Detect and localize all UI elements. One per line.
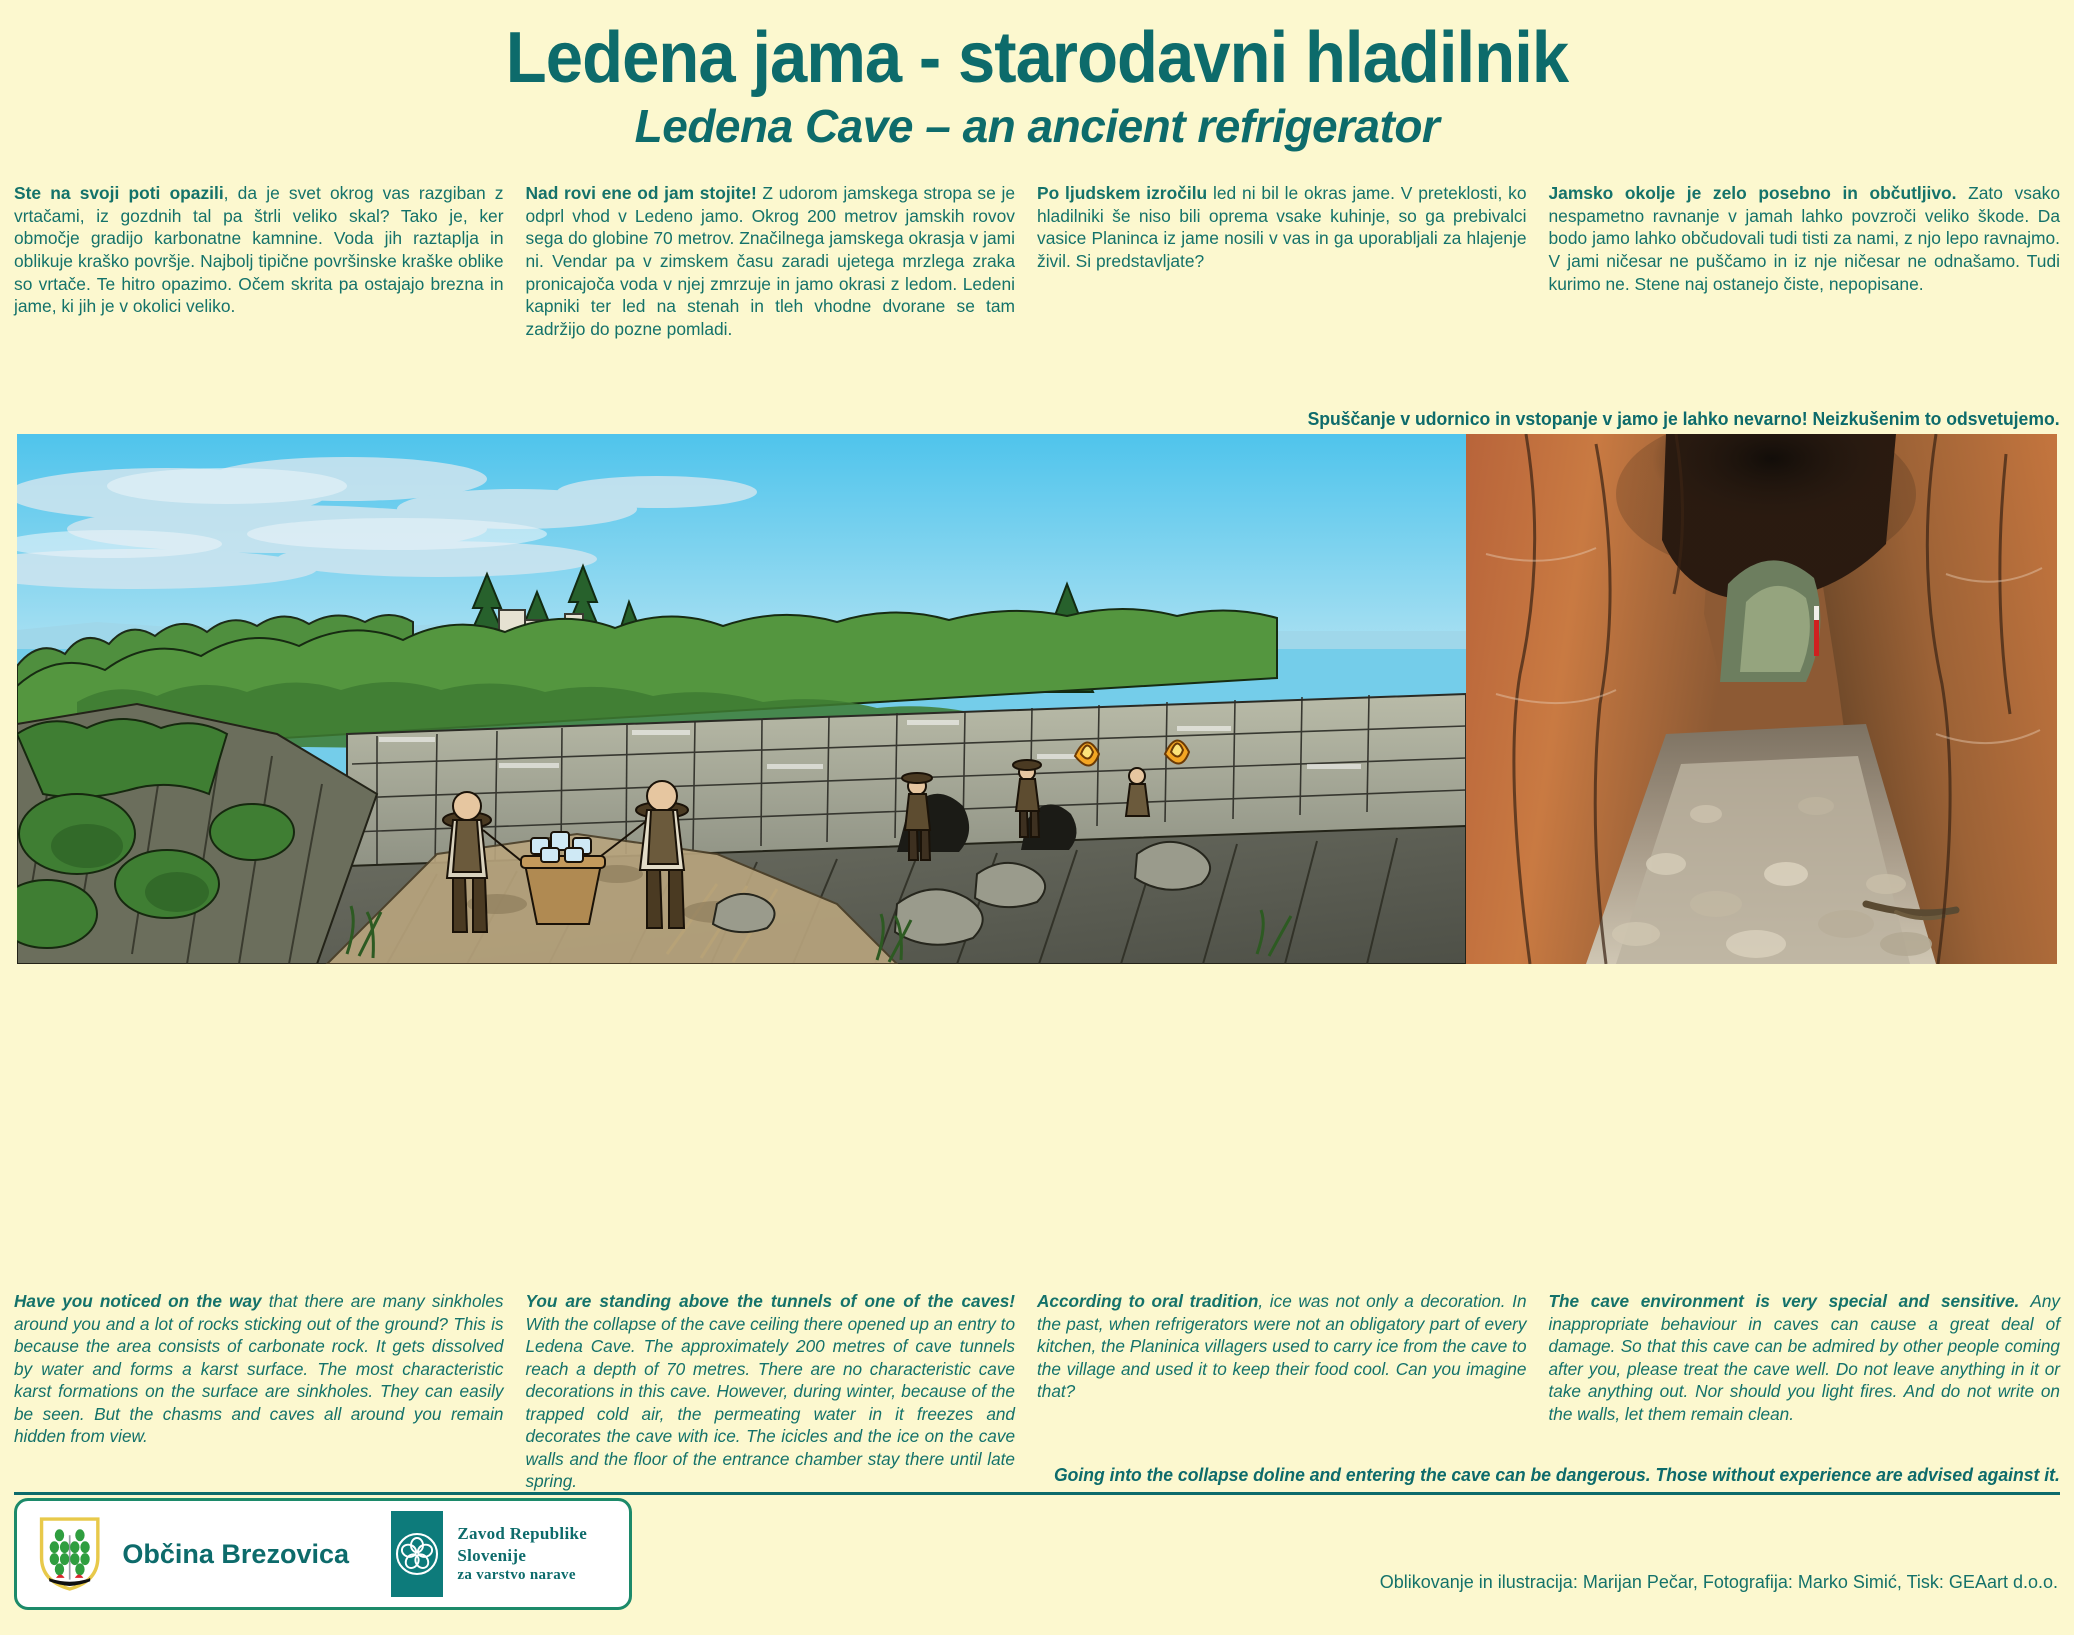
column-lead: The cave environment is very special and sensitive. bbox=[1548, 1291, 2020, 1311]
photo-svg bbox=[1466, 434, 2057, 964]
credits-line: Oblikovanje in ilustracija: Marijan Pečar, Fotografija: Marko Simić, Tisk: GEAart d.o.o. bbox=[1379, 1572, 2058, 1592]
english-column-1 bbox=[14, 1290, 526, 1493]
slovenian-warning: Spuščanje v udornico in vstopanje v jamo je lahko nevarno! Neizkušenim to odsvetujemo. bbox=[1307, 408, 2060, 429]
slovenian-column-4 bbox=[1549, 182, 2061, 340]
slovenian-column-2 bbox=[526, 182, 1038, 340]
slovenian-text-columns bbox=[14, 182, 2060, 340]
page-subtitle: Ledena Cave – an ancient refrigerator bbox=[634, 100, 1440, 152]
column-body: that there are many sinkholes around you and a lot of rocks sticking out of the ground? This is because the area consists of carbonate rock. It gets dissolved by water and forms a karst surface. The most characteristic karst formations on the surface are sinkholes. They can easily be seen. But the chasms and caves all around you remain hidden from view. bbox=[14, 1291, 504, 1447]
english-column-2 bbox=[526, 1290, 1038, 1493]
zrsvn-logo bbox=[391, 1511, 629, 1597]
english-column-4 bbox=[1549, 1290, 2061, 1493]
column-lead: Have you noticed on the way bbox=[14, 1291, 262, 1311]
footer-divider bbox=[14, 1492, 2060, 1495]
zrsvn-line-2: za varstvo narave bbox=[457, 1566, 576, 1583]
column-lead: Jamsko okolje je zelo posebno in občutljivo. bbox=[1548, 183, 1957, 203]
title-block bbox=[0, 0, 2074, 153]
column-lead: Ste na svoji poti opazili bbox=[14, 183, 224, 203]
column-body: , da je svet okrog vas razgiban z vrtačami, iz gozdnih tal pa štrli veliko skal? Tako je, ker območje gradijo karbonatne kamnine. Voda jih raztaplja in oblikuje kraško površje. Najbolj tipične površinske kraške oblike so vrtače. Te hitro opazimo. Očem skrita pa ostajajo brezna in jame, ki jih je v okolici veliko. bbox=[14, 183, 504, 317]
zrsvn-flower-icon bbox=[391, 1511, 443, 1597]
column-body: With the collapse of the cave ceiling there opened up an entry to Ledena Cave. The approximately 200 metres of cave tunnels reach a depth of 70 metres. There are no characteristic cave decorations in this cave. However, during winter, because of the trapped cold air, the permeating water in it freezes and decorates the cave with ice. The icicles and the ice on the cave walls and the floor of the entrance chamber stay there until late spring. bbox=[525, 1313, 1015, 1492]
english-column-3 bbox=[1037, 1290, 1549, 1493]
illustration-svg bbox=[17, 434, 1466, 964]
column-lead: According to oral tradition bbox=[1037, 1291, 1259, 1311]
english-warning: Going into the collapse doline and entering the cave can be dangerous. Those without experience are advised against it. bbox=[1054, 1464, 2060, 1485]
column-lead: Nad rovi ene od jam stojite! bbox=[525, 183, 757, 203]
cave-entrance-photo bbox=[1466, 434, 2057, 964]
column-body: Any inappropriate behaviour in caves can cause a great deal of damage. So that this cave can be admired by other people coming after you, please treat the cave well. Do not leave anything in it or take anything out. Nor should you light fires. And do not write on the walls, let them remain clean. bbox=[1548, 1291, 2060, 1424]
page-title: Ledena jama - starodavni hladilnik bbox=[505, 18, 1569, 98]
scale-marker-icon bbox=[1814, 606, 1819, 656]
column-lead: You are standing above the tunnels of one of the caves! bbox=[525, 1291, 1015, 1311]
column-body: Zato vsako nespametno ravnanje v jamah lahko povzroči veliko škode. Da bodo jamo lahko občudovali tudi tisti za nami, z njo lepo ravnajmo. V jami ničesar ne puščamo in iz nje ničesar ne odnašamo. Tudi kurimo ne. Stene naj ostanejo čiste, nepopisane. bbox=[1548, 183, 2060, 294]
collapse-doline-illustration bbox=[17, 434, 1466, 964]
column-body: led ni bil le okras jame. V preteklosti, ko hladilniki še niso bili oprema vsake kuhinje, so ga prebivalci vasice Planinca iz jame nosili v vas in ga uporabljali za hlajenje živil. Si predstavljate? bbox=[1037, 183, 1527, 271]
column-lead: Po ljudskem izročilu bbox=[1037, 183, 1208, 203]
slovenian-column-1 bbox=[14, 182, 526, 340]
zrsvn-wordmark bbox=[457, 1523, 629, 1584]
image-strip bbox=[17, 434, 2057, 964]
column-body: Z udorom jamskega stropa se je odprl vhod v Ledeno jamo. Okrog 200 metrov jamskih rovov sega do globine 70 metrov. Značilnega jamskega okrasja v jami ni. Vendar pa v zimskem času zaradi ujetega mrzlega zraka pronicajoča voda v njej zmrzuje in jamo okrasi z ledom. Ledeni kapniki ter led na stenah in tleh vhodne dvorane se tam zadržijo do pozne pomladi. bbox=[525, 183, 1016, 339]
zrsvn-line-1: Zavod Republike Slovenije bbox=[457, 1524, 588, 1565]
column-body: , ice was not only a decoration. In the past, when refrigerators were not an obligatory part of every kitchen, the Planinica villagers used to carry ice from the cave to the village and used it to keep their food cool. Can you imagine that? bbox=[1037, 1291, 1527, 1402]
english-text-columns bbox=[14, 1290, 2060, 1493]
sponsor-logo-box bbox=[14, 1498, 632, 1610]
slovenian-column-3 bbox=[1037, 182, 1549, 340]
municipality-name: Občina Brezovica bbox=[122, 1538, 349, 1569]
brezovica-coat-of-arms-icon bbox=[39, 1510, 100, 1598]
